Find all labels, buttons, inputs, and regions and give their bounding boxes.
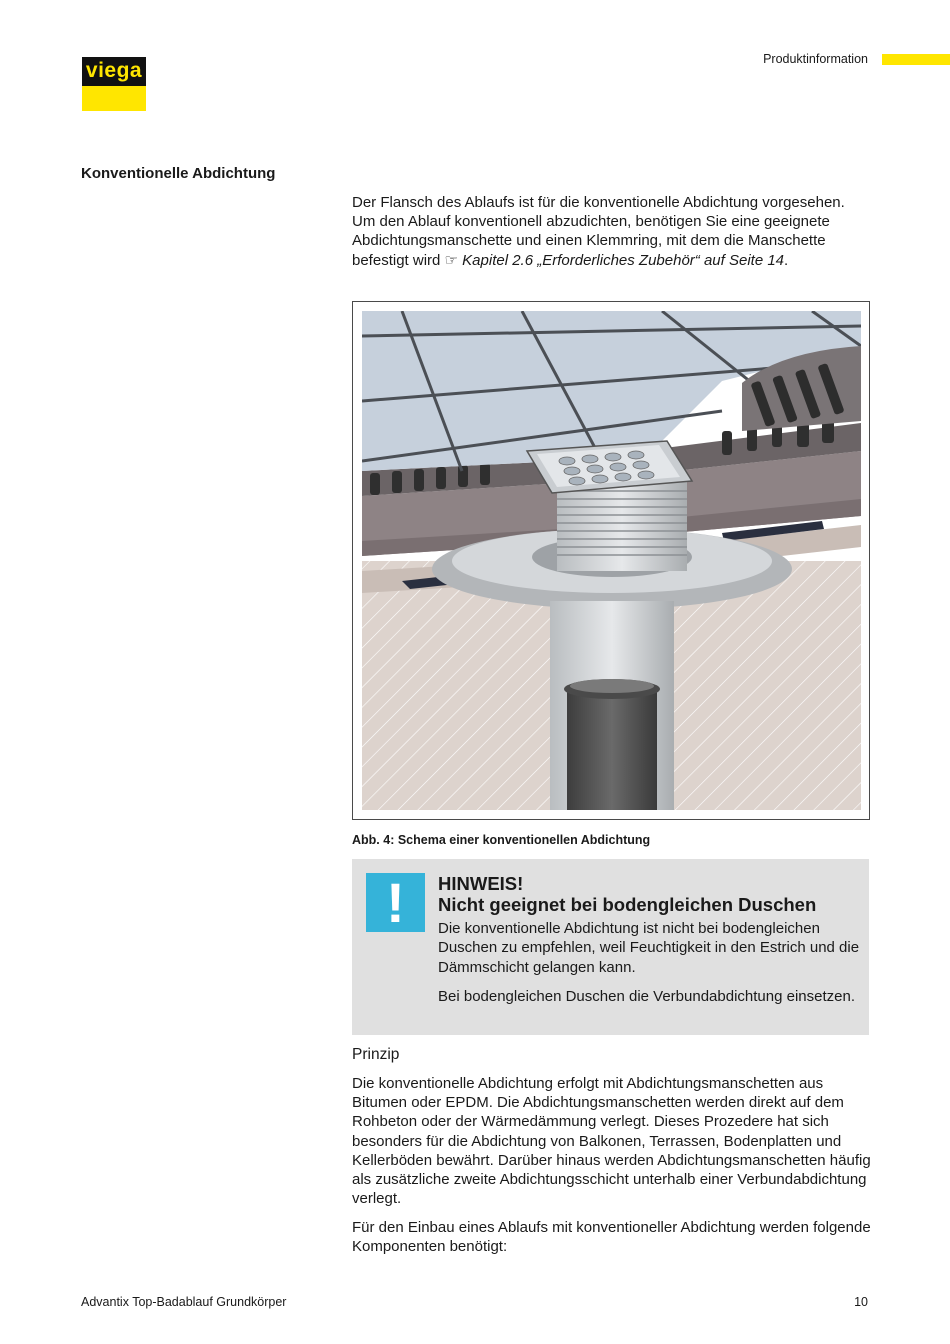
- drain-cross-section-illustration: [362, 311, 861, 810]
- notice-paragraph-2: Bei bodengleichen Duschen die Verbundabdichtung einsetzen.: [438, 988, 855, 1005]
- drain-diagram-figure: [352, 301, 870, 820]
- prinzip-paragraph-1: Die konventionelle Abdichtung erfolgt mit Abdichtungsmanschetten aus Bitumen oder EPDM. Die Abdichtungsmanschetten werden direkt auf dem Rohbeton oder der Wärmedämmung verlegt. Dieses Prozedere hat sich besonders für die Abdichtung von Balkonen, Terrassen, Bodenplatten und Kellerböden bewährt. Darüber hinaus werden Abdichtungsmanschetten häufig als zusätzliche zweite Abdichtungsschicht unterhalb einer Verbundabdichtung verlegt.: [352, 1075, 871, 1208]
- intro-end: .: [784, 251, 789, 269]
- figure-caption: Abb. 4: Schema einer konventionellen Abdichtung: [352, 833, 651, 847]
- footer-product-name: Advantix Top-Badablauf Grundkörper: [81, 1295, 287, 1309]
- header-label: Produktinformation: [763, 52, 868, 66]
- intro-paragraph: [352, 193, 872, 270]
- logo-wordmark: viega: [82, 57, 146, 86]
- prinzip-heading: Prinzip: [352, 1046, 400, 1063]
- header-accent-bar: [882, 54, 950, 65]
- exclamation-icon: !: [366, 873, 425, 932]
- reference-arrow-icon: ☞: [444, 251, 458, 269]
- page-number: 10: [854, 1295, 868, 1309]
- notice-box: [352, 859, 869, 1035]
- section-title: Konventionelle Abdichtung: [81, 165, 276, 182]
- viega-logo: [82, 57, 146, 111]
- notice-title: [438, 874, 858, 915]
- notice-title-line1: HINWEIS!: [438, 873, 524, 894]
- notice-paragraph-1: Die konventionelle Abdichtung ist nicht bei bodengleichen Duschen zu empfehlen, weil Feuchtigkeit in den Estrich und die Dämmschicht gelangen kann.: [438, 920, 860, 976]
- notice-title-line2: Nicht geeignet bei bodengleichen Duschen: [438, 893, 817, 915]
- chapter-reference-link[interactable]: Kapitel 2.6 „Erforderliches Zubehör“ auf Seite 14: [462, 251, 785, 269]
- logo-yellow-block: [82, 86, 146, 111]
- prinzip-paragraph-2: Für den Einbau eines Ablaufs mit konventioneller Abdichtung werden folgende Komponenten benötigt:: [352, 1219, 871, 1256]
- intro-text: Der Flansch des Ablaufs ist für die konventionelle Abdichtung vorgesehen. Um den Ablauf konventionell abzudichten, benötigen Sie eine geeignete Abdichtungsmanschette und einen Klemmring, mit dem die Manschette befestigt wird: [352, 194, 845, 269]
